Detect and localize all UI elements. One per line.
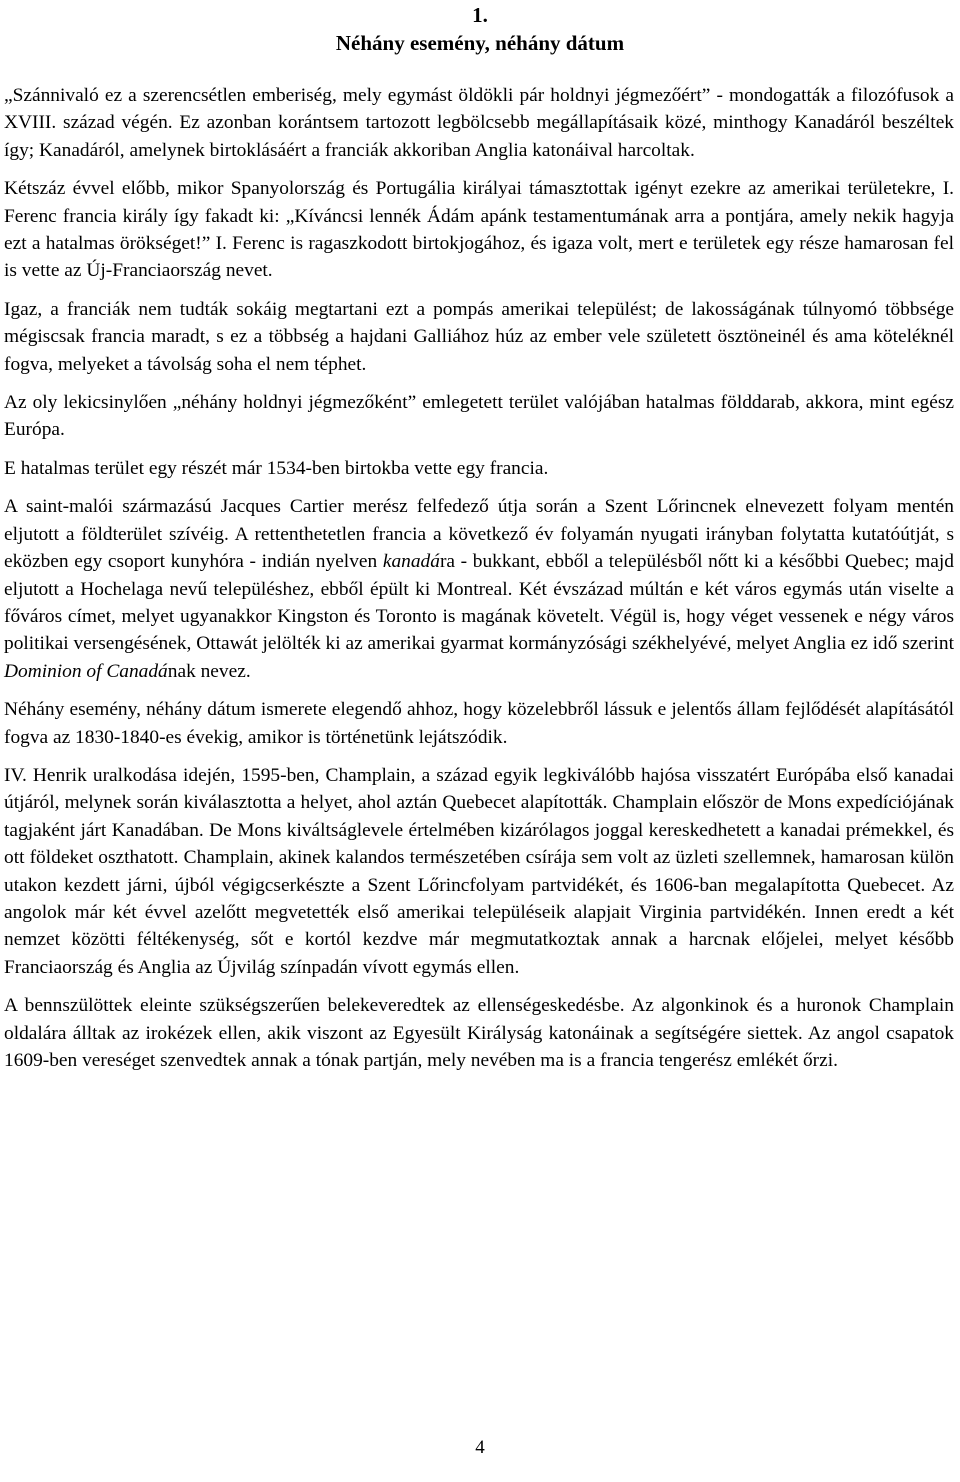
text-run: A saint-malói származású Jacques Cartier merész felfedező útja során a Szent Lőrincnek elnevezett folyam mentén eljutott a földterület szívéig. A rettenthetetlen francia a következő év folyamán nyugati irányban folytatta kutatóútját, s eközben egy csoport kunyhóra - indián nyelven: [4, 496, 954, 573]
chapter-title: Néhány esemény, néhány dátum: [335, 31, 625, 55]
text-run: Néhány esemény, néhány dátum ismerete elegendő ahhoz, hogy közelebbről lássuk e jelentős állam fejlődését alapításától fogva az 1830-1840-es évekig, amikor is történetünk lejátszódik.: [4, 699, 954, 748]
paragraph: [4, 493, 954, 685]
italic-text-run: kanadá: [382, 551, 440, 573]
paragraph: [4, 762, 954, 981]
paragraph: [4, 296, 954, 378]
paragraph: [4, 696, 954, 751]
text-run: Igaz, a franciák nem tudták sokáig megtartani ezt a pompás amerikai települést; de lakosságának túlnyomó többsége mégiscsak francia maradt, s ez a többség a hajdani Galliához húz az ember vele született ösztöneinél és ama köteléknél fogva, melyeket a távolság soha el nem téphet.: [4, 298, 954, 375]
paragraph: [4, 992, 954, 1074]
page-number: 4: [475, 1437, 485, 1458]
italic-text-run: Dominion of Canadá: [4, 660, 168, 682]
text-run: IV. Henrik uralkodása idején, 1595-ben, Champlain, a század egyik legkiválóbb hajósa visszatért Európába első kanadai útjáról, melynek során kiválasztotta a helyet, ahol aztán Quebecet alapították. Champlain először de Mons expedíciójának tagjaként járt Kanadában. De Mons kiváltságlevele értelmében kizárólagos joggal kereskedhetett a kanadai prémekkel, és ott földeket oszthatott. Champlain, akinek kalandos természetében csírája sem volt az üzleti szellemnek, hamarosan külön utakon kezdett járni, újból végigcserkészte a Szent Lőrincfolyam partvidékét, és 1606-ban megalapította Quebecet. Az angolok már két évvel azelőtt megvetették első amerikai településeik alapjait Virginia partvidékén. Innen eredt a két nemzet közötti féltékenység, sőt e kortól kezdve már megmutatkoztak annak a harcnak előjelei, melyet később Franciaország és Anglia az Újvilág színpadán vívott egymás ellen.: [4, 764, 954, 978]
paragraph: [4, 455, 954, 482]
text-run: A bennszülöttek eleinte szükségszerűen belekeveredtek az ellenségeskedésbe. Az algonkinok és a huronok Champlain oldalára álltak az irokézek ellen, akik viszont az Egyesült Királyság katonáinak a segítségére siettek. Az angol csapatok 1609-ben vereséget szenvedtek annak a tónak partján, mely nevében ma is a francia tengerész emlékét őrzi.: [4, 995, 954, 1071]
paragraph: [4, 175, 954, 285]
chapter-number: 1.: [472, 3, 488, 27]
paragraph: [4, 389, 954, 444]
text-run: E hatalmas terület egy részét már 1534-ben birtokba vette egy francia.: [4, 457, 549, 479]
text-run: Az oly lekicsinylően „néhány holdnyi jégmezőként” emlegetett terület valójában hatalmas földdarab, akkora, mint egész Európa.: [4, 392, 954, 441]
text-run: Kétszáz évvel előbb, mikor Spanyolország és Portugália királyai támasztottak igényt ezekre az amerikai területekre, I. Ferenc francia király így fakadt ki: „Kíváncsi lennék Ádám apánk testamentumának arra a pontjára, amely nekik hagyja ezt a hatalmas örökséget!” I. Ferenc is ragaszkodott birtokjogához, és igaza volt, mert e területek egy része hamarosan fel is vette az Új-Franciaország nevet.: [4, 178, 954, 282]
text-run: nak nevez.: [167, 660, 251, 682]
text-run: ra - bukkant, ebből a településből nőtt ki a későbbi Quebec; majd eljutott a Hochelaga nevű településhez, ebből épült ki Montreal. Két évszázad múltán e két város egymás után viselte a főváros címet, melyet ugyanakkor Kingston és Toronto is magának követelt. Végül is, hogy véget vessenek e négy város politikai versengésének, Ottawát jelölték ki az amerikai gyarmat kormányzósági székhelyévé, melyet Anglia ez idő szerint: [4, 551, 954, 655]
paragraph: [4, 82, 954, 164]
text-run: „Szánnivaló ez a szerencsétlen emberiség, mely egymást öldökli pár holdnyi jégmezőért” - mondogatták a filozófusok a XVIII. század végén. Ez azonban korántsem tartozott legbölcsebb megállapításaik közé, minthogy Kanadáról beszéltek így; Kanadáról, amelynek birtoklásáért a franciák akkoriban Anglia katonáival harcoltak.: [4, 85, 954, 161]
body-text: [4, 82, 954, 1074]
